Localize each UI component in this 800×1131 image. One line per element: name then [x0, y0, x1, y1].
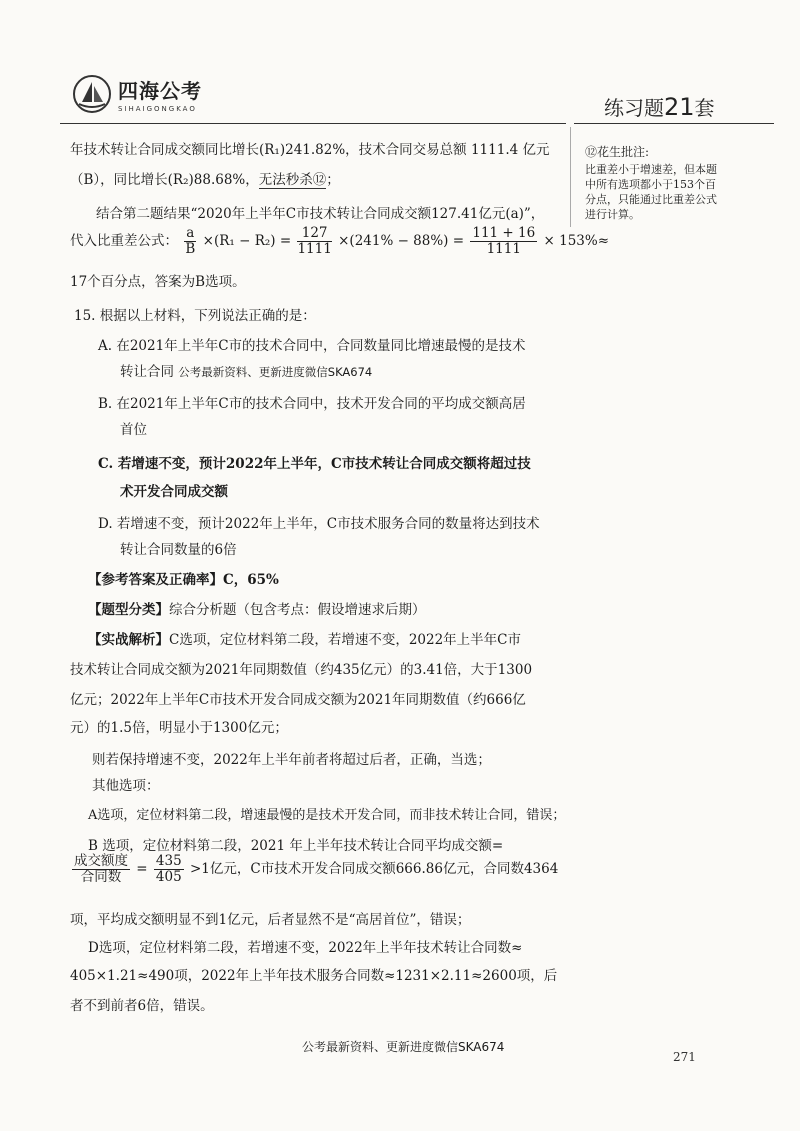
note-line: 分点，只能通过比重差公式 — [585, 193, 717, 206]
body-line: 年技术转让合同成交额同比增长(R₁)241.82%，技术合同交易总额 1111.4 亿元 — [70, 142, 550, 158]
option-b-cont: 首位 — [120, 422, 147, 438]
logo-en: SIHAIGONGKAO — [118, 105, 197, 113]
sailboat-logo-icon — [72, 74, 112, 114]
annotation-mark: 无法秒杀⑫ — [258, 172, 327, 188]
type-line: 【题型分类】综合分析题（包含考点：假设增速求后期） — [88, 602, 426, 618]
question: 15. 根据以上材料，下列说法正确的是： — [74, 308, 316, 324]
body-line: 17个百分点，答案为B选项。 — [70, 274, 246, 290]
analysis-line: 【实战解析】C选项，定位材料第二段，若增速不变，2022年上半年C市 — [88, 632, 522, 648]
set-suffix: 套 — [694, 96, 715, 120]
formula-line: 代入比重差公式： $\frac{a}{B}$ ×(R₁ − R₂) = $\frac{127}{1111}$ ×(241% − 88%) = $\frac{111 + 16}{1111}$ × 153%≈ — [70, 225, 610, 257]
note-line: 进行计算。 — [585, 208, 640, 221]
analysis-line: 技术转让合同成交额为2021年同期数值（约435亿元）的3.41倍，大于1300 — [70, 662, 533, 678]
header-rule — [60, 123, 566, 124]
inline-watermark: 公考最新资料、更新进度微信SKA674 — [178, 365, 373, 379]
analysis-line: 者不到前者6倍，错误。 — [70, 998, 214, 1014]
logo-cn: 四海公考 — [118, 79, 202, 103]
sidebar-divider — [570, 127, 571, 227]
body-line: 结合第二题结果“2020年上半年C市技术转让合同成交额127.41亿元(a)”， — [96, 206, 545, 222]
set-title — [604, 92, 715, 121]
other-option-b: B 选项，定位材料第二段，2021 年上半年技术转让合同平均成交额= — [88, 838, 504, 854]
analysis-line: 元）的1.5倍，明显小于1300亿元； — [70, 720, 288, 736]
footer-watermark: 公考最新资料、更新进度微信SKA674 — [302, 1040, 505, 1054]
formula-line: $\frac{\text{成交额度}}{\text{合同数}}$ = $\frac{435}{405}$ >1亿元，C市技术开发合同成交额666.86亿元，合同数4364 — [74, 853, 559, 885]
page-number: 271 — [673, 1050, 696, 1064]
analysis-line: 405×1.21≈490项，2022年上半年技术服务合同数≈1231×2.11≈2600项，后 — [70, 968, 558, 984]
other-option-a: A选项，定位材料第二段，增速最慢的是技术开发合同，而非技术转让合同，错误； — [88, 808, 566, 823]
set-prefix: 练习题 — [604, 96, 664, 120]
set-number: 21 — [664, 93, 695, 121]
note-heading: ⑫花生批注: — [585, 145, 650, 159]
note-line: 中所有选项都小于153个百 — [585, 178, 716, 191]
option-d-cont: 转让合同数量的6倍 — [120, 542, 237, 558]
option-c: C. 若增速不变，预计2022年上半年，C市技术转让合同成交额将超过技 — [98, 456, 531, 472]
option-b: B. 在2021年上半年C市的技术合同中，技术开发合同的平均成交额高居 — [98, 396, 526, 412]
analysis-line: 亿元；2022年上半年C市技术开发合同成交额为2021年同期数值（约666亿 — [70, 692, 526, 708]
logo — [72, 74, 202, 114]
analysis-line: 其他选项： — [92, 778, 160, 794]
note-line: 比重差小于增速差，但本题 — [585, 163, 717, 176]
sidebar-note — [585, 145, 745, 222]
body-line: （B），同比增长(R₂)88.68%，无法秒杀⑫； — [70, 172, 340, 188]
option-d: D. 若增速不变，预计2022年上半年，C市技术服务合同的数量将达到技术 — [98, 516, 540, 532]
answer-line: 【参考答案及正确率】C，65% — [88, 572, 279, 588]
option-c-cont: 术开发合同成交额 — [120, 484, 228, 500]
analysis-line: 则若保持增速不变，2022年上半年前者将超过后者，正确，当选； — [92, 752, 491, 768]
sidebar-rule — [574, 123, 774, 124]
analysis-line: 项，平均成交额明显不到1亿元，后者显然不是“高居首位”，错误； — [70, 912, 471, 928]
option-a-cont: 转让合同 公考最新资料、更新进度微信SKA674 — [120, 364, 373, 380]
option-a: A. 在2021年上半年C市的技术合同中，合同数量同比增速最慢的是技术 — [98, 338, 526, 354]
other-option-d: D选项，定位材料第二段，若增速不变，2022年上半年技术转让合同数≈ — [88, 940, 523, 956]
